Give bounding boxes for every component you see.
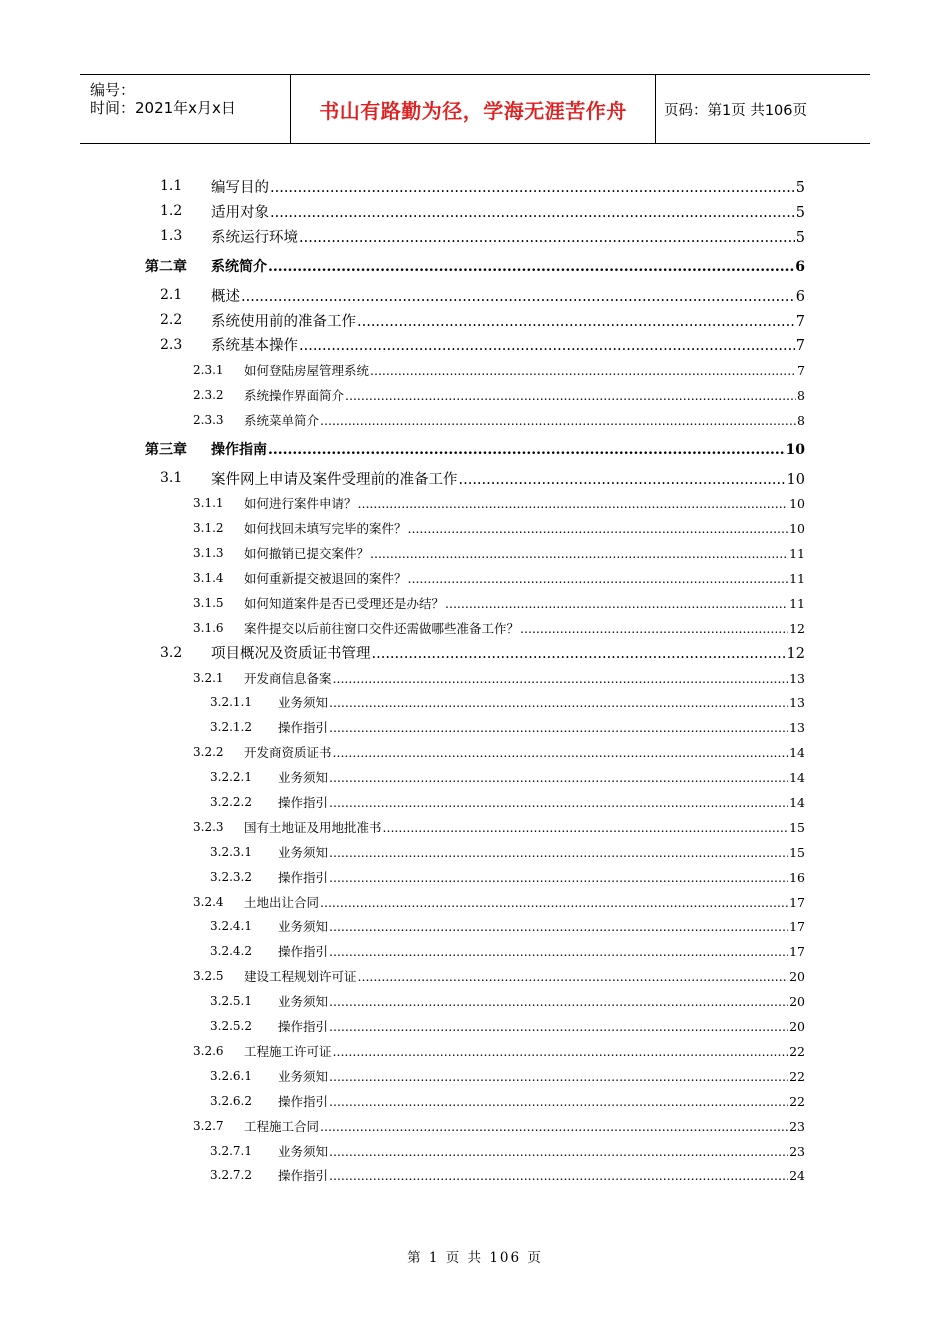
toc-entry[interactable]	[0, 1039, 950, 1064]
toc-entry-title: 业务须知	[278, 994, 329, 1010]
toc-entry-page: 15	[789, 819, 805, 835]
toc-entry-page: 10	[785, 442, 805, 459]
toc-entry-title: 工程施工许可证	[244, 1043, 332, 1059]
toc-entry-title: 操作指引	[278, 869, 329, 885]
toc-entry[interactable]	[0, 864, 950, 889]
toc-entry-line	[278, 917, 805, 935]
toc-entry-number: 3.1.1	[193, 496, 224, 511]
toc-entry[interactable]	[0, 1113, 950, 1138]
toc-entry-line	[278, 868, 805, 886]
toc-entry-number: 3.2.3	[193, 819, 224, 834]
toc-entry[interactable]	[0, 249, 950, 283]
toc-entry-title: 如何找回未填写完毕的案件？	[244, 521, 407, 537]
table-of-contents	[0, 174, 950, 1188]
toc-entry-title: 如何撤销已提交案件？	[244, 546, 370, 562]
toc-entry[interactable]	[0, 1014, 950, 1039]
toc-entry-number: 3.1.5	[193, 595, 224, 610]
toc-entry[interactable]	[0, 765, 950, 790]
toc-entry[interactable]	[0, 590, 950, 615]
toc-entry-line	[278, 843, 805, 861]
toc-entry[interactable]	[0, 407, 950, 432]
toc-entry-page: 11	[789, 546, 805, 562]
toc-dot-leader	[520, 621, 788, 636]
toc-entry-page: 23	[789, 1143, 805, 1159]
toc-entry-line	[244, 519, 805, 537]
toc-entry-line	[211, 310, 805, 331]
toc-dot-leader	[345, 388, 796, 403]
toc-dot-leader	[329, 1144, 788, 1159]
toc-entry-title: 适用对象	[211, 201, 269, 222]
toc-entry-page: 7	[795, 338, 805, 355]
toc-entry-page: 7	[795, 313, 805, 330]
toc-entry[interactable]	[0, 357, 950, 382]
toc-entry-line	[278, 1017, 805, 1035]
toc-entry-line	[278, 793, 805, 811]
toc-entry-number: 1.1	[160, 178, 183, 195]
toc-dot-leader	[383, 820, 789, 835]
toc-entry-title: 项目概况及资质证书管理	[211, 642, 371, 663]
page-footer: 第 1 页 共 106 页	[407, 1250, 543, 1266]
toc-entry-title: 土地出让合同	[244, 894, 320, 910]
toc-entry-title: 系统简介	[211, 256, 267, 276]
toc-entry-number: 3.2.2	[193, 745, 224, 760]
toc-entry-line	[211, 468, 805, 489]
toc-entry-page: 14	[789, 770, 805, 786]
toc-entry-number: 3.2.1	[193, 670, 224, 685]
toc-entry-page: 15	[789, 844, 805, 860]
toc-entry-page: 13	[789, 670, 805, 686]
toc-dot-leader	[329, 1069, 788, 1084]
toc-entry-page: 6	[795, 288, 805, 305]
toc-entry[interactable]	[0, 283, 950, 308]
toc-entry-page: 8	[797, 412, 805, 428]
toc-entry-line	[278, 942, 805, 960]
toc-entry-line	[244, 594, 805, 612]
toc-entry-title: 业务须知	[278, 695, 329, 711]
toc-entry-title: 操作指引	[278, 1168, 329, 1184]
toc-entry-line	[211, 201, 805, 222]
toc-entry[interactable]	[0, 516, 950, 541]
toc-entry-title: 国有土地证及用地批准书	[244, 819, 382, 835]
toc-entry-number: 3.1	[160, 470, 183, 487]
toc-dot-leader	[299, 338, 795, 354]
toc-entry-title: 操作指引	[278, 944, 329, 960]
toc-entry-number: 2.2	[160, 312, 183, 328]
toc-entry-page: 16	[789, 869, 805, 885]
toc-entry-title: 工程施工合同	[244, 1118, 320, 1134]
toc-entry[interactable]	[0, 541, 950, 566]
time-label: 时间：2021年x月x日	[90, 99, 236, 117]
toc-dot-leader	[358, 496, 789, 511]
toc-entry[interactable]	[0, 715, 950, 740]
toc-entry-number: 2.3	[160, 336, 183, 353]
toc-dot-leader	[329, 845, 788, 860]
toc-entry-page: 5	[795, 179, 805, 196]
toc-entry-title: 操作指引	[278, 720, 329, 736]
toc-entry-number: 2.3.1	[193, 362, 224, 377]
toc-entry[interactable]	[0, 690, 950, 715]
toc-dot-leader	[329, 944, 788, 959]
toc-entry-number: 2.3.3	[193, 412, 224, 427]
toc-entry-title: 案件提交以后前往窗口交件还需做哪些准备工作？	[244, 620, 520, 636]
toc-entry-line	[211, 176, 805, 197]
toc-entry-number: 3.2.7.2	[210, 1168, 252, 1183]
toc-entry-number: 3.2.6	[193, 1043, 224, 1058]
toc-entry[interactable]	[0, 432, 950, 466]
toc-entry-page: 14	[789, 795, 805, 811]
toc-entry-page: 5	[795, 229, 805, 246]
toc-entry-title: 案件网上申请及案件受理前的准备工作	[211, 468, 458, 489]
toc-entry-page: 17	[789, 919, 805, 935]
toc-entry[interactable]	[0, 332, 950, 357]
toc-entry-page: 12	[789, 620, 805, 636]
toc-entry[interactable]	[0, 889, 950, 914]
toc-dot-leader	[268, 442, 785, 458]
toc-entry-number: 3.2.7.1	[210, 1143, 252, 1158]
toc-entry[interactable]	[0, 174, 950, 199]
toc-entry-line	[244, 619, 805, 637]
toc-entry-number: 3.2.4.1	[210, 919, 252, 934]
toc-entry-page: 20	[789, 1019, 805, 1035]
toc-entry[interactable]	[0, 382, 950, 407]
toc-dot-leader	[268, 259, 794, 275]
toc-entry-number: 3.1.6	[193, 620, 224, 635]
toc-entry-title: 操作指引	[278, 1019, 329, 1035]
toc-entry-title: 业务须知	[278, 844, 329, 860]
toc-dot-leader	[329, 770, 788, 785]
toc-entry[interactable]	[0, 466, 950, 491]
toc-entry-page: 7	[797, 362, 805, 378]
toc-dot-leader	[459, 472, 786, 488]
toc-entry[interactable]	[0, 790, 950, 815]
toc-entry[interactable]	[0, 839, 950, 864]
toc-entry-title: 操作指引	[278, 1093, 329, 1109]
header-meta-cell	[80, 75, 291, 143]
toc-entry-title: 业务须知	[278, 919, 329, 935]
toc-entry-number: 3.2	[160, 644, 183, 661]
toc-entry[interactable]	[0, 224, 950, 249]
toc-dot-leader	[329, 795, 788, 810]
toc-entry-number: 3.2.7	[193, 1118, 224, 1133]
header-motto: 书山有路勤为径，学海无涯苦作舟	[291, 75, 656, 143]
toc-entry-title: 编写目的	[211, 176, 269, 197]
toc-entry[interactable]	[0, 566, 950, 591]
toc-entry[interactable]	[0, 740, 950, 765]
toc-entry-line	[244, 743, 805, 761]
toc-entry-line	[244, 569, 805, 587]
toc-entry-title: 操作指南	[211, 439, 267, 459]
toc-entry-page: 6	[795, 258, 805, 275]
toc-entry-title: 操作指引	[278, 795, 329, 811]
toc-entry-number: 3.2.3.2	[210, 869, 252, 884]
toc-dot-leader	[372, 646, 786, 662]
toc-entry[interactable]	[0, 199, 950, 224]
toc-dot-leader	[329, 1168, 788, 1183]
toc-entry-number: 1.3	[160, 228, 183, 245]
toc-entry-number: 3.2.5.2	[210, 1019, 252, 1034]
toc-entry-page: 12	[786, 646, 805, 663]
toc-entry-page: 22	[789, 1093, 805, 1109]
toc-entry-line	[244, 967, 805, 985]
toc-entry-title: 建设工程规划许可证	[244, 969, 357, 985]
toc-dot-leader	[333, 671, 789, 686]
toc-entry-number: 3.1.3	[193, 546, 224, 561]
toc-entry-number: 3.2.1.1	[210, 695, 252, 710]
toc-entry[interactable]	[0, 964, 950, 989]
toc-entry-number: 3.1.2	[193, 521, 224, 536]
toc-entry-page: 20	[789, 994, 805, 1010]
toc-entry-title: 如何登陆房屋管理系统	[244, 362, 370, 378]
toc-entry-number: 3.2.2.2	[210, 795, 252, 810]
toc-dot-leader	[320, 413, 796, 428]
toc-dot-leader	[408, 571, 789, 586]
toc-entry-page: 14	[789, 745, 805, 761]
toc-dot-leader	[333, 1044, 789, 1059]
toc-entry-line	[278, 1142, 805, 1160]
toc-entry-number: 3.2.4	[193, 894, 224, 909]
toc-entry-line	[244, 361, 805, 379]
toc-entry-line	[244, 494, 805, 512]
toc-entry-page: 10	[789, 496, 805, 512]
toc-dot-leader	[329, 1019, 788, 1034]
toc-dot-leader	[329, 870, 788, 885]
toc-entry-title: 业务须知	[278, 1143, 329, 1159]
toc-entry-page: 11	[789, 595, 805, 611]
toc-entry-line	[244, 411, 805, 429]
toc-entry-number: 3.2.5.1	[210, 994, 252, 1009]
toc-entry-page: 17	[789, 944, 805, 960]
toc-entry-line	[278, 693, 805, 711]
toc-entry-number: 1.2	[160, 203, 183, 220]
toc-dot-leader	[241, 289, 795, 305]
toc-entry-page: 22	[789, 1043, 805, 1059]
toc-entry-line	[278, 1092, 805, 1110]
toc-entry-page: 10	[789, 521, 805, 537]
toc-dot-leader	[329, 919, 788, 934]
toc-entry-page: 11	[789, 571, 805, 587]
toc-dot-leader	[329, 695, 788, 710]
toc-entry-title: 如何进行案件申请？	[244, 496, 357, 512]
toc-entry[interactable]	[0, 939, 950, 964]
toc-dot-leader	[329, 720, 788, 735]
toc-entry-line	[244, 386, 805, 404]
toc-entry[interactable]	[0, 989, 950, 1014]
toc-entry-number: 3.2.1.2	[210, 720, 252, 735]
toc-entry-number: 第二章	[145, 258, 187, 275]
toc-entry[interactable]	[0, 1088, 950, 1113]
toc-entry[interactable]	[0, 814, 950, 839]
toc-entry[interactable]	[0, 1163, 950, 1188]
toc-entry-title: 如何知道案件是否已受理还是办结？	[244, 595, 445, 611]
toc-dot-leader	[370, 363, 796, 378]
toc-entry-page: 20	[789, 969, 805, 985]
toc-entry-line	[244, 1042, 805, 1060]
toc-entry-number: 2.1	[160, 287, 183, 304]
toc-dot-leader	[358, 969, 789, 984]
toc-entry-number: 3.2.3.1	[210, 844, 252, 859]
toc-dot-leader	[357, 314, 795, 330]
toc-entry-title: 概述	[211, 285, 240, 306]
toc-entry-title: 如何重新提交被退回的案件？	[244, 571, 407, 587]
toc-entry-number: 第三章	[145, 442, 187, 459]
page-header	[80, 74, 870, 144]
toc-entry-title: 业务须知	[278, 1068, 329, 1084]
toc-entry-page: 24	[789, 1168, 805, 1184]
toc-entry[interactable]	[0, 308, 950, 333]
toc-entry-title: 系统运行环境	[211, 226, 298, 247]
toc-entry[interactable]	[0, 1063, 950, 1088]
toc-entry-number: 3.2.5	[193, 969, 224, 984]
toc-entry-line	[278, 992, 805, 1010]
toc-entry[interactable]	[0, 640, 950, 665]
toc-dot-leader	[329, 1094, 788, 1109]
toc-entry-number: 3.2.4.2	[210, 944, 252, 959]
toc-entry-page: 13	[789, 720, 805, 736]
toc-entry[interactable]	[0, 1138, 950, 1163]
toc-entry-number: 3.2.6.1	[210, 1068, 252, 1083]
toc-entry[interactable]	[0, 615, 950, 640]
toc-entry-title: 业务须知	[278, 770, 329, 786]
toc-entry-title: 系统使用前的准备工作	[211, 310, 356, 331]
toc-dot-leader	[270, 205, 795, 221]
toc-entry-line	[211, 285, 805, 306]
toc-dot-leader	[270, 180, 795, 196]
toc-entry-line	[278, 718, 805, 736]
toc-entry-title: 系统菜单简介	[244, 412, 320, 428]
toc-entry-line	[244, 544, 805, 562]
toc-entry-page: 5	[795, 204, 805, 221]
toc-entry[interactable]	[0, 665, 950, 690]
toc-entry-title: 系统操作界面简介	[244, 387, 345, 403]
toc-entry-number: 2.3.2	[193, 387, 224, 402]
toc-entry-number: 3.2.2.1	[210, 770, 252, 785]
toc-entry-page: 17	[789, 894, 805, 910]
toc-entry-line	[278, 768, 805, 786]
toc-entry-line	[244, 1117, 805, 1135]
toc-entry[interactable]	[0, 491, 950, 516]
toc-dot-leader	[445, 596, 788, 611]
toc-entry-line	[244, 818, 805, 836]
toc-entry-line	[244, 669, 805, 687]
toc-entry-line	[211, 256, 805, 276]
toc-entry-title: 开发商信息备案	[244, 670, 332, 686]
toc-entry-line	[211, 642, 805, 663]
toc-entry[interactable]	[0, 914, 950, 939]
toc-dot-leader	[333, 745, 789, 760]
toc-dot-leader	[370, 546, 788, 561]
toc-dot-leader	[329, 994, 788, 1009]
toc-entry-line	[244, 893, 805, 911]
toc-dot-leader	[299, 230, 795, 246]
toc-dot-leader	[320, 895, 788, 910]
toc-entry-page: 13	[789, 695, 805, 711]
toc-entry-line	[211, 226, 805, 247]
toc-entry-title: 开发商资质证书	[244, 745, 332, 761]
toc-entry-line	[211, 439, 805, 459]
header-page-info: 页码：第1页 共106页	[664, 102, 808, 119]
toc-entry-title: 系统基本操作	[211, 334, 298, 355]
serial-label: 编号：	[90, 81, 136, 99]
toc-entry-page: 10	[786, 471, 805, 488]
toc-entry-number: 3.2.6.2	[210, 1093, 252, 1108]
toc-entry-page: 23	[789, 1118, 805, 1134]
toc-entry-page: 22	[789, 1068, 805, 1084]
toc-dot-leader	[320, 1119, 788, 1134]
toc-entry-number: 3.1.4	[193, 571, 224, 586]
toc-dot-leader	[408, 521, 789, 536]
toc-entry-line	[278, 1067, 805, 1085]
toc-entry-page: 8	[797, 387, 805, 403]
toc-entry-line	[211, 334, 805, 355]
toc-entry-line	[278, 1166, 805, 1184]
